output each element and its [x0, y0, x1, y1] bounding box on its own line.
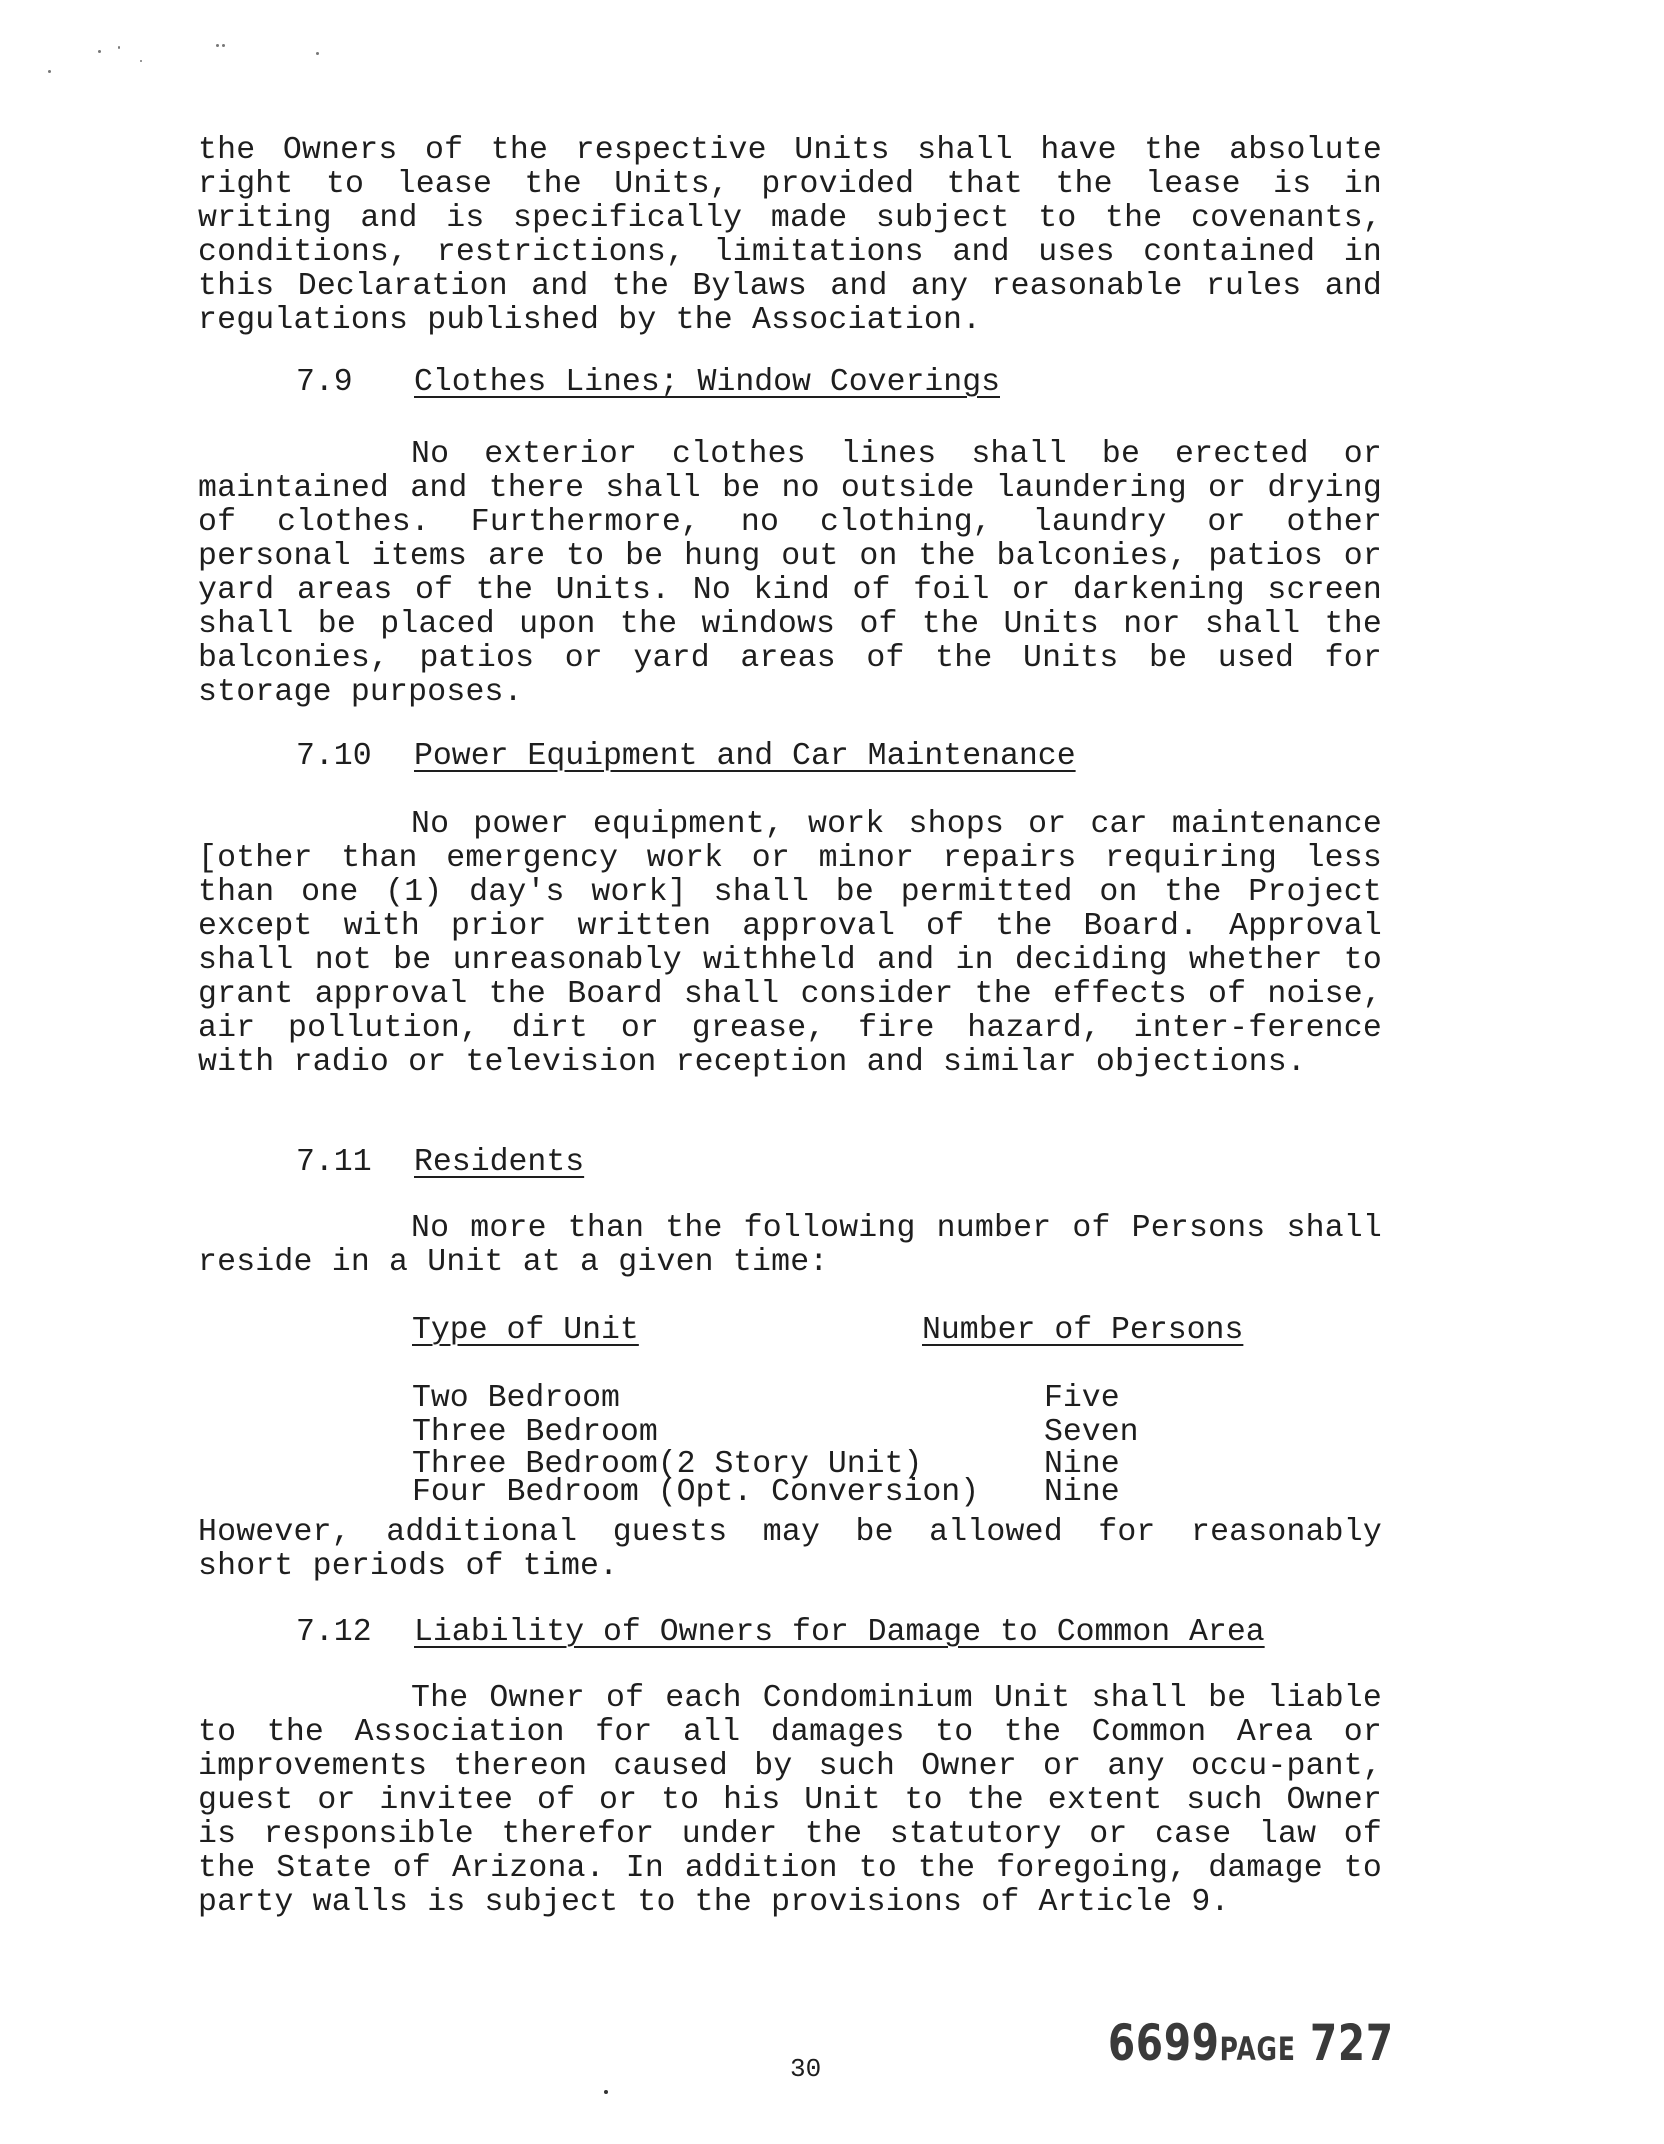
section-title: Residents	[414, 1145, 585, 1180]
persons-count: Seven	[1044, 1415, 1139, 1450]
section-title: Power Equipment and Car Maintenance	[414, 739, 1076, 774]
section-body-7-9: No exterior clothes lines shall be erected or maintained and there shall be no outside laundering or drying of clothes. Furthermore, no clothing, laundry or other personal items are to be hung out on the balconies, patios or yard areas of the Units. No kind of foil or darkening screen shall be placed upon the windows of the Units nor shall the balconies, patios or yard areas of the Units be used for storage purposes.	[198, 437, 1382, 710]
unit-type: Three Bedroom(2 Story Unit)	[412, 1447, 923, 1482]
section-body-7-11: No more than the following number of Persons shall reside in a Unit at a given time:	[198, 1211, 1382, 1280]
scan-speck	[48, 70, 51, 73]
table-header-number-of-persons: Number of Persons	[922, 1313, 1244, 1348]
scan-speck	[216, 44, 219, 47]
page-number: 30	[790, 2054, 822, 2084]
section-body-7-10: No power equipment, work shops or car maintenance [other than emergency work or minor repairs requiring less than one (1) day's work] shall be permitted on the Project except with prior written approval of the Board. Approval shall not be unreasonably withheld and in deciding whether to grant approval the Board shall consider the effects of noise, air pollution, dirt or grease, fire hazard, inter-ference with radio or television reception and similar objections.	[198, 807, 1382, 1080]
scan-speck	[316, 52, 319, 55]
scan-speck	[222, 44, 225, 47]
section-body-7-11-after: However, additional guests may be allowed for reasonably short periods of time.	[198, 1515, 1382, 1584]
section-heading-7-11	[296, 1146, 584, 1180]
section-number: 7.11	[296, 1145, 372, 1180]
section-number: 7.12	[296, 1615, 372, 1650]
persons-count: Nine	[1044, 1475, 1120, 1510]
recording-stamp	[1108, 2014, 1394, 2072]
stamp-book-number: 6699	[1108, 2014, 1220, 2072]
section-body-7-12: The Owner of each Condominium Unit shall be liable to the Association for all damages to the Common Area or improvements thereon caused by such Owner or any occu-pant, guest or invitee of or to his Unit to the extent such Owner is responsible therefor under the statutory or case law of the State of Arizona. In addition to the foregoing, damage to party walls is subject to the provisions of Article 9.	[198, 1681, 1382, 1920]
scan-speck	[140, 60, 142, 62]
table-header-unit-type: Type of Unit	[412, 1313, 639, 1348]
stamp-page-label: PAGE	[1219, 2030, 1296, 2068]
scan-speck	[604, 2090, 608, 2094]
section-title: Clothes Lines; Window Coverings	[414, 365, 1000, 400]
stamp-page-number: 727	[1310, 2014, 1394, 2072]
section-heading-7-10	[296, 740, 1076, 774]
section-heading-7-12	[296, 1616, 1265, 1650]
scan-speck	[118, 46, 120, 49]
intro-paragraph: the Owners of the respective Units shall have the absolute right to lease the Units, provided that the lease is in writing and is specifically made subject to the covenants, conditions, restrictions, limitations and uses contained in this Declaration and the Bylaws and any reasonable rules and regulations published by the Association.	[198, 133, 1382, 338]
persons-count: Five	[1044, 1381, 1120, 1416]
unit-type: Three Bedroom	[412, 1415, 658, 1450]
unit-type: Four Bedroom (Opt. Conversion)	[412, 1475, 980, 1510]
persons-count: Nine	[1044, 1447, 1120, 1482]
scan-speck	[98, 50, 101, 53]
unit-type: Two Bedroom	[412, 1381, 620, 1416]
section-title: Liability of Owners for Damage to Common Area	[414, 1615, 1265, 1650]
section-heading-7-9	[296, 366, 1000, 400]
section-number: 7.9	[296, 365, 353, 400]
section-number: 7.10	[296, 739, 372, 774]
